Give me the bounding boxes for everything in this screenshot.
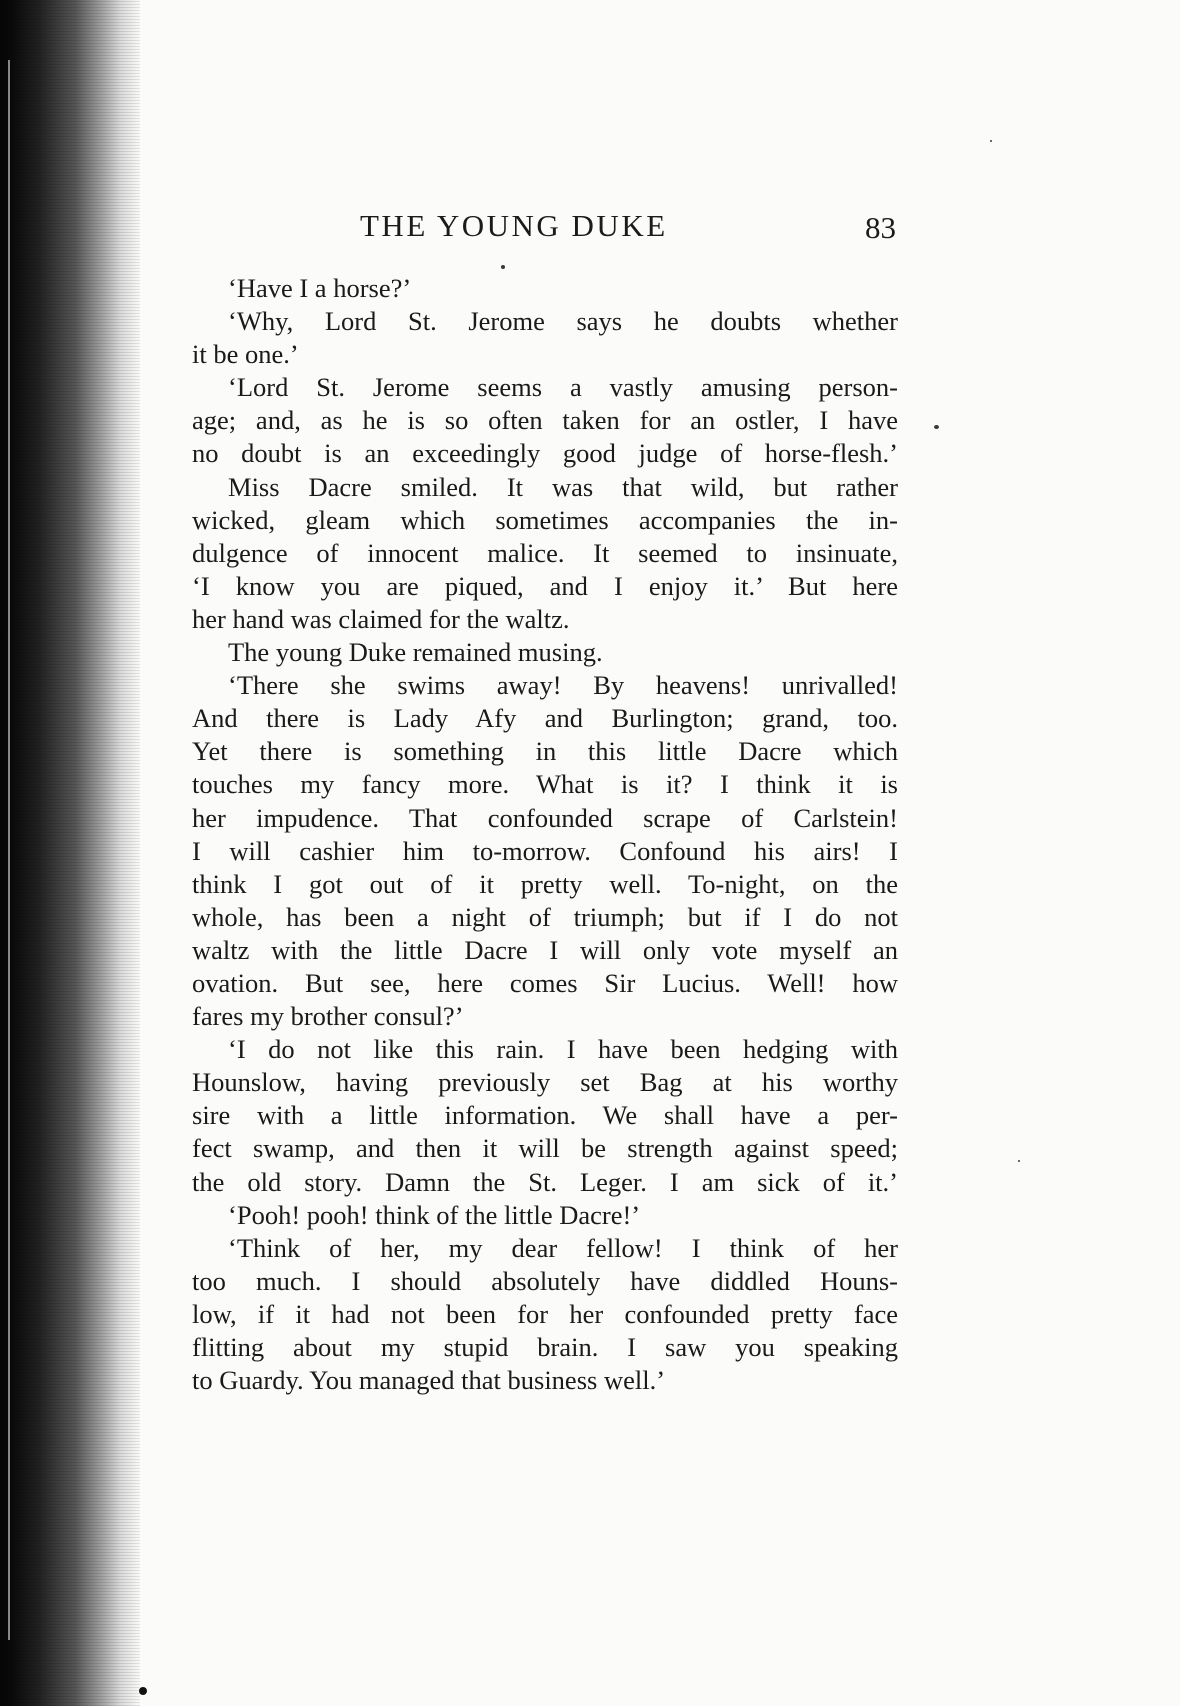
text-line: whole, has been a night of triumph; but if I do not <box>192 901 898 932</box>
running-head <box>190 206 900 246</box>
text-line: it be one.’ <box>192 339 299 370</box>
text-line: her hand was claimed for the waltz. <box>192 603 570 634</box>
page-number: 83 <box>865 210 896 245</box>
text-line: ‘Think of her, my dear fellow! I think of her <box>228 1232 898 1263</box>
text-line: Hounslow, having previously set Bag at his worthy <box>192 1067 898 1098</box>
text-line: And there is Lady Afy and Burlington; grand, too. <box>192 703 898 734</box>
text-line: ‘Pooh! pooh! think of the little Dacre!’ <box>228 1199 641 1230</box>
scan-speck <box>1018 1160 1020 1162</box>
body-text <box>192 272 898 1397</box>
scan-speck <box>990 140 992 142</box>
text-line: age; and, as he is so often taken for an ostler, I have <box>192 405 898 436</box>
text-line: to Guardy. You managed that business well.’ <box>192 1365 666 1396</box>
binding-shadow <box>0 0 140 1706</box>
gutter-highlight <box>8 60 10 1640</box>
text-line: Yet there is something in this little Dacre which <box>192 736 898 767</box>
running-title: THE YOUNG DUKE <box>360 208 668 243</box>
text-line: sire with a little information. We shall have a per- <box>192 1100 898 1131</box>
text-line: fect swamp, and then it will be strength against speed; <box>192 1133 898 1164</box>
text-line: her impudence. That confounded scrape of Carlstein! <box>192 802 898 833</box>
scan-speck <box>501 265 505 269</box>
text-line: fares my brother consul?’ <box>192 1001 464 1032</box>
text-line: waltz with the little Dacre I will only vote myself an <box>192 934 898 965</box>
text-line: ‘I know you are piqued, and I enjoy it.’ But here <box>192 570 898 601</box>
text-line: too much. I should absolutely have diddled Houns- <box>192 1265 898 1296</box>
text-line: ‘Lord St. Jerome seems a vastly amusing person- <box>228 372 898 403</box>
text-line: flitting about my stupid brain. I saw you speaking <box>192 1332 898 1362</box>
text-line: I will cashier him to-morrow. Confound his airs! I <box>192 835 898 866</box>
text-line: The young Duke remained musing. <box>228 637 603 668</box>
scan-speck <box>934 425 939 429</box>
text-line: no doubt is an exceedingly good judge of horse-flesh.’ <box>192 438 898 469</box>
scan-speck <box>139 1687 147 1695</box>
text-line: ‘Have I a horse?’ <box>228 273 412 303</box>
text-line: ‘I do not like this rain. I have been hedging with <box>228 1034 898 1065</box>
text-line: ‘Why, Lord St. Jerome says he doubts whether <box>228 306 898 337</box>
text-line: ovation. But see, here comes Sir Lucius. Well! how <box>192 967 898 998</box>
text-line: think I got out of it pretty well. To-night, on the <box>192 868 898 899</box>
text-line: the old story. Damn the St. Leger. I am sick of it.’ <box>192 1166 898 1197</box>
text-line: ‘There she swims away! By heavens! unrivalled! <box>228 670 898 701</box>
text-line: touches my fancy more. What is it? I think it is <box>192 769 898 800</box>
text-line: Miss Dacre smiled. It was that wild, but rather <box>228 471 898 502</box>
text-line: low, if it had not been for her confounded pretty face <box>192 1298 898 1329</box>
text-line: dulgence of innocent malice. It seemed to insinuate, <box>192 537 898 568</box>
text-line: wicked, gleam which sometimes accompanies the in- <box>192 504 898 535</box>
